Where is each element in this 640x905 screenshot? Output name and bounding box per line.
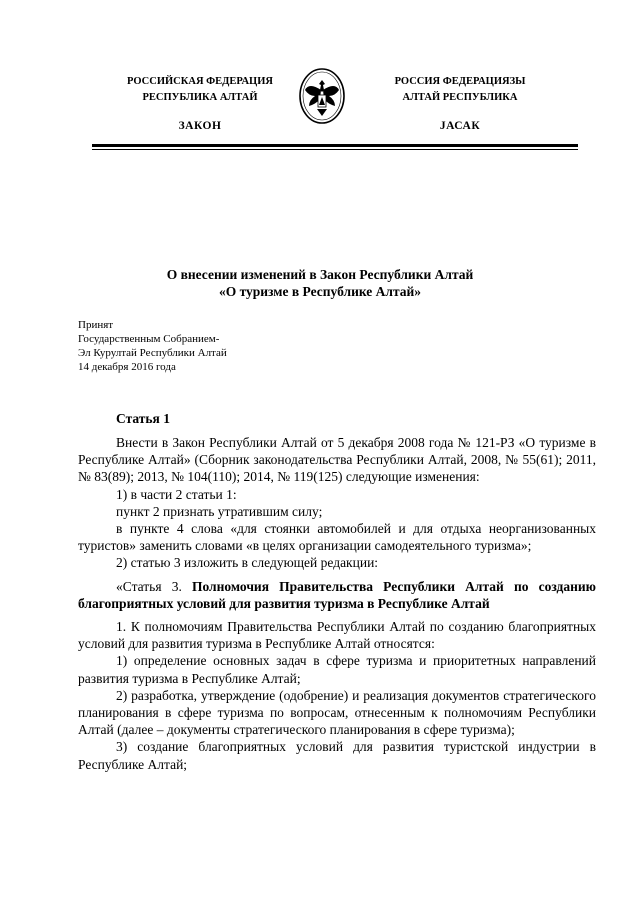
header-right-republic: АЛТАЙ РЕСПУБЛИКА [402, 92, 518, 103]
document-title [80, 266, 560, 300]
paragraph-amendment-intro: Внести в Закон Республики Алтай от 5 декабря 2008 года № 121-РЗ «О туризме в Республике Алтай» (Сборник законодательства Республики Алтай, 2008, № 55(61); 2011, № 83(89); 2013, № 104(110); 2014, № 119(125) следующие изменения: [78, 435, 596, 485]
adoption-line-1: Принят [78, 319, 114, 331]
paragraph-item-2: 2) статью 3 изложить в следующей редакции: [116, 555, 379, 571]
header-right-doc-kind: JАСАК [439, 120, 481, 132]
adoption-date: 14 декабря 2016 года [78, 361, 176, 373]
new-article-prefix: «Статья 3. [116, 578, 182, 594]
header-right [350, 74, 570, 134]
paragraph-item-1: 1) в части 2 статьи 1: [116, 486, 237, 502]
article-heading: Статья 1 [116, 411, 170, 426]
new-article-title: Полномочия Правительства Республики Алтай по созданию благоприятных условий для развития туризма в Республике Алтай [78, 578, 596, 611]
adoption-line-3: Эл Курултай Республики Алтай [78, 347, 227, 359]
republic-altai-emblem-icon [297, 66, 347, 126]
header-divider-thin [92, 149, 578, 150]
title-line-1: О внесении изменений в Закон Республики Алтай [166, 267, 474, 282]
paragraph-section-1: 1. К полномочиям Правительства Республики Алтай по созданию благоприятных условий для развития туризма в Республике Алтай относятся: [78, 619, 596, 652]
paragraph-new-article-3 [78, 578, 596, 612]
paragraph-subitem-3: 3) создание благоприятных условий для развития туристской индустрии в Республике Алтай; [78, 739, 596, 772]
adoption-line-2: Государственным Собранием- [78, 333, 220, 345]
paragraph-item-1-a: пункт 2 признать утратившим силу; [116, 503, 323, 519]
header-left [90, 74, 310, 134]
header-divider-thick [92, 144, 578, 147]
paragraph-subitem-2: 2) разработка, утверждение (одобрение) и реализация документов стратегического планирования в сфере туризма по вопросам, отнесенным к полномочиям Республики Алтай (далее – документы стратегического планирования в сфере туризма); [78, 687, 596, 738]
header-left-doc-kind: ЗАКОН [178, 120, 222, 132]
paragraph-subitem-1: 1) определение основных задач в сфере туризма и приоритетных направлений развития туризма в Республике Алтай; [78, 653, 596, 686]
adoption-block [78, 318, 227, 374]
header-left-republic: РЕСПУБЛИКА АЛТАЙ [142, 92, 258, 103]
article-body [78, 434, 596, 773]
title-line-2: «О туризме в Республике Алтай» [218, 284, 422, 299]
header-left-country: РОССИЙСКАЯ ФЕДЕРАЦИЯ [127, 76, 273, 87]
header-right-country: РОССИЯ ФЕДЕРАЦИЯЗЫ [394, 76, 526, 87]
paragraph-item-1-b: в пункте 4 слова «для стоянки автомобилей и для отдыха неорганизованных туристов» заменить словами «в целях организации самодеятельного туризма»; [78, 521, 596, 554]
